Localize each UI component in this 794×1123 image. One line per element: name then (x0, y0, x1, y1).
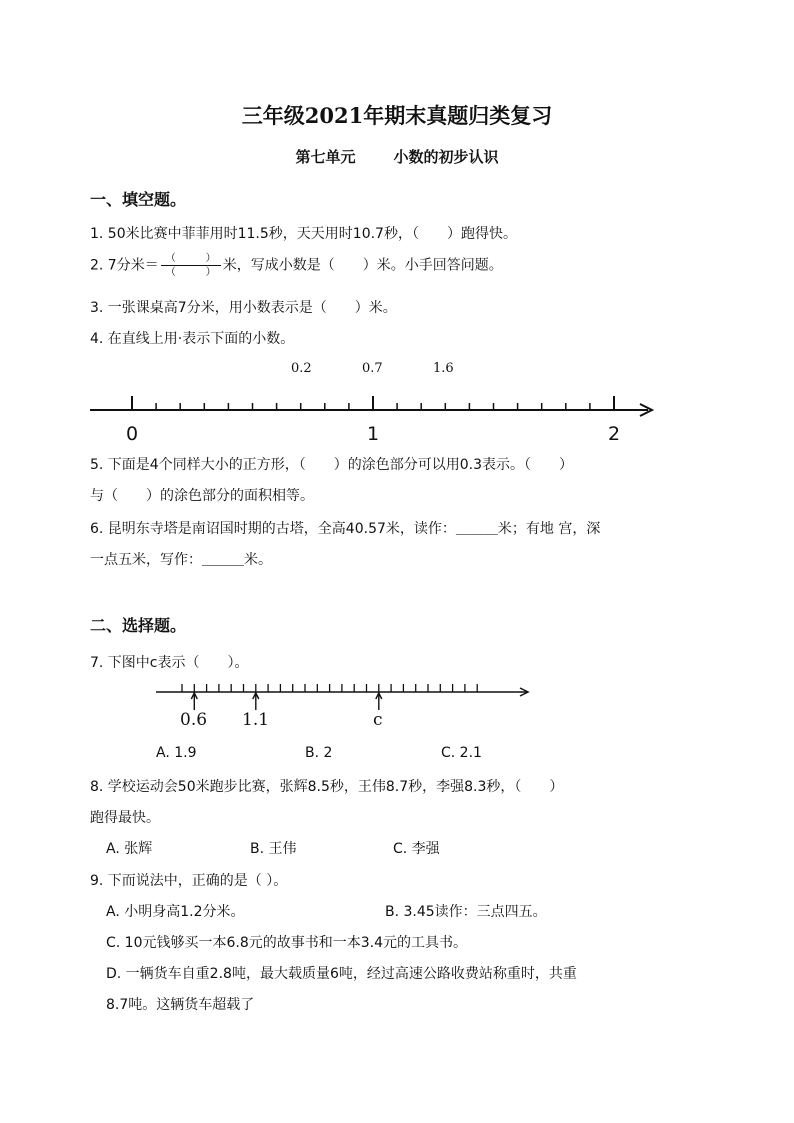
q8-option-c[interactable]: C. 李强 (393, 841, 440, 857)
q7-option-b[interactable]: B. 2 (305, 745, 333, 761)
q9-option-b[interactable]: B. 3.45读作：三点四五。 (385, 904, 547, 920)
question-6-line-2: 一点五米，写作：＿＿＿米。 (90, 552, 272, 568)
question-8-line-2: 跑得最快。 (90, 810, 160, 826)
question-2-prefix: 2. 7分米＝ (90, 257, 159, 274)
axis-label-2: 2 (608, 423, 621, 445)
question-5-line-2: 与（ ）的涂色部分的面积相等。 (90, 488, 314, 504)
q7-option-c[interactable]: C. 2.1 (441, 745, 482, 761)
page-title: 三年级2021年期末真题归类复习 (241, 103, 553, 128)
section-choice-heading: 二、选择题。 (90, 616, 187, 635)
section-fill-heading: 一、填空题。 (90, 190, 187, 209)
fraction-denominator: （ ） (165, 267, 216, 278)
unit-label: 第七单元 (295, 148, 356, 166)
q8-option-b[interactable]: B. 王伟 (250, 841, 297, 857)
axis-label-1: 1 (367, 423, 380, 445)
question-7: 7. 下图中c表示（ ）。 (90, 655, 249, 671)
q9-option-c[interactable]: C. 10元钱够买一本6.8元的故事书和一本3.4元的工具书。 (106, 935, 468, 951)
question-1: 1. 50米比赛中菲菲用时11.5秒，天天用时10.7秒，（ ）跑得快。 (90, 226, 517, 242)
q7-option-a[interactable]: A. 1.9 (156, 745, 197, 761)
q7-mark-2: 1.1 (242, 710, 270, 730)
q4-value-2: 0.7 (362, 361, 383, 376)
q4-value-1: 0.2 (291, 361, 312, 376)
q4-value-3: 1.6 (433, 361, 454, 376)
question-3: 3. 一张课桌高7分米，用小数表示是（ ）米。 (90, 300, 397, 316)
axis-label-0: 0 (126, 423, 139, 445)
question-2-suffix: 米，写成小数是（ ）米。小手回答问题。 (222, 257, 503, 274)
question-9: 9. 下而说法中，正确的是（ ）。 (90, 873, 288, 889)
question-6-line-1: 6. 昆明东寺塔是南诏国时期的古塔，全高40.57米，读作：＿＿＿米；有地 宫，深 (90, 521, 601, 537)
topic-label: 小数的初步认识 (393, 148, 499, 166)
q9-option-a[interactable]: A. 小明身高1.2分米。 (106, 904, 245, 920)
question-4: 4. 在直线上用·表示下面的小数。 (90, 331, 295, 347)
fraction-numerator: （ ） (165, 253, 216, 264)
question-8-line-1: 8. 学校运动会50米跑步比赛，张辉8.5秒，王伟8.7秒，李强8.3秒，（ ） (90, 779, 564, 795)
q9-option-d-line-1[interactable]: D. 一辆货车自重2.8吨，最大载质量6吨，经过高速公路收费站称重时，共重 (106, 966, 577, 982)
q7-mark-c: c (373, 710, 383, 730)
q7-mark-1: 0.6 (180, 710, 208, 730)
q9-option-d-line-2: 8.7吨。这辆货车超载了 (106, 997, 255, 1013)
question-5-line-1: 5. 下面是4个同样大小的正方形，（ ）的涂色部分可以用0.3表示。（ ） (90, 457, 573, 473)
q8-option-a[interactable]: A. 张辉 (106, 841, 153, 857)
